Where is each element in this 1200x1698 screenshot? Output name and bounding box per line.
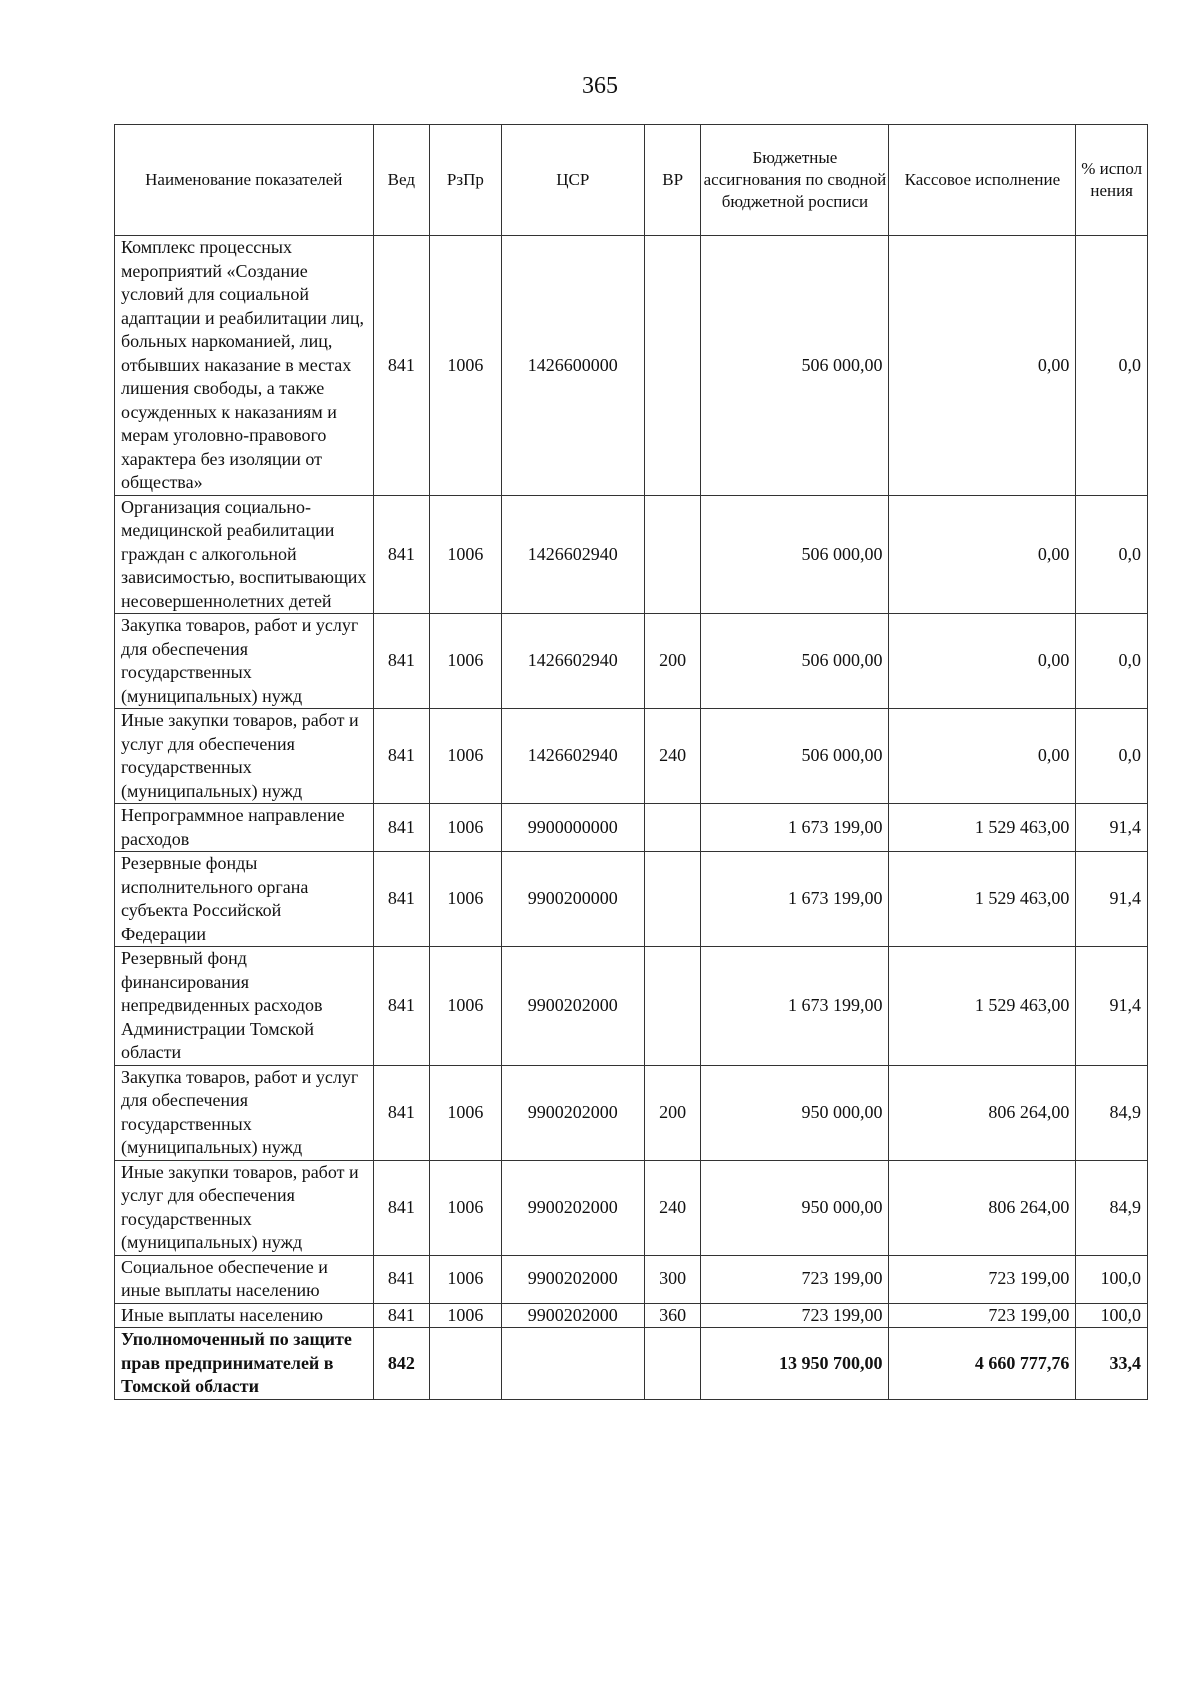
- cell-cash: 1 529 463,00: [889, 852, 1076, 947]
- header-pct: % испол нения: [1076, 125, 1148, 236]
- cell-ved: 841: [373, 1160, 430, 1255]
- cell-budget: 950 000,00: [701, 1065, 889, 1160]
- cell-rzpr: 1006: [430, 1065, 502, 1160]
- cell-ved: 841: [373, 236, 430, 496]
- cell-cash: 806 264,00: [889, 1160, 1076, 1255]
- cell-vr: [644, 495, 701, 614]
- cell-rzpr: 1006: [430, 804, 502, 852]
- cell-ved: 841: [373, 495, 430, 614]
- cell-csr: 9900202000: [501, 1255, 644, 1303]
- cell-pct: 0,0: [1076, 495, 1148, 614]
- cell-budget: 723 199,00: [701, 1303, 889, 1328]
- cell-cash: 0,00: [889, 495, 1076, 614]
- cell-name: Резервные фонды исполнительного органа субъекта Российской Федерации: [115, 852, 374, 947]
- cell-pct: 91,4: [1076, 947, 1148, 1066]
- cell-ved: 841: [373, 614, 430, 709]
- budget-execution-table: [114, 124, 1148, 1400]
- page-number: 365: [582, 73, 618, 99]
- cell-ved: 842: [373, 1328, 430, 1400]
- cell-name: Комплекс процессных мероприятий «Создание условий для социальной адаптации и реабилитации лиц, больных наркоманией, лиц, отбывших наказание в местах лишения свободы, а также осужденных к наказаниям и мерам уголовно-правового характера без изоляции от общества»: [115, 236, 374, 496]
- table-row: [115, 852, 1148, 947]
- cell-ved: 841: [373, 947, 430, 1066]
- cell-vr: [644, 1328, 701, 1400]
- table-row: [115, 236, 1148, 496]
- cell-rzpr: 1006: [430, 1255, 502, 1303]
- table-row: [115, 1160, 1148, 1255]
- header-budget: Бюджетные ассигнования по сводной бюджетной росписи: [701, 125, 889, 236]
- cell-csr: 9900200000: [501, 852, 644, 947]
- cell-budget: 950 000,00: [701, 1160, 889, 1255]
- cell-pct: 0,0: [1076, 709, 1148, 804]
- cell-csr: 1426602940: [501, 709, 644, 804]
- cell-vr: 200: [644, 1065, 701, 1160]
- cell-cash: 1 529 463,00: [889, 804, 1076, 852]
- cell-vr: 200: [644, 614, 701, 709]
- cell-vr: 300: [644, 1255, 701, 1303]
- cell-budget: 13 950 700,00: [701, 1328, 889, 1400]
- cell-pct: 0,0: [1076, 236, 1148, 496]
- cell-ved: 841: [373, 709, 430, 804]
- cell-pct: 0,0: [1076, 614, 1148, 709]
- cell-ved: 841: [373, 804, 430, 852]
- cell-csr: [501, 1328, 644, 1400]
- table-header: [115, 125, 1148, 236]
- cell-rzpr: 1006: [430, 1303, 502, 1328]
- header-ved: Вед: [373, 125, 430, 236]
- cell-csr: 9900000000: [501, 804, 644, 852]
- cell-name: Иные закупки товаров, работ и услуг для обеспечения государственных (муниципальных) нужд: [115, 1160, 374, 1255]
- cell-vr: [644, 852, 701, 947]
- cell-csr: 9900202000: [501, 1303, 644, 1328]
- cell-name: Иные выплаты населению: [115, 1303, 374, 1328]
- table-body: [115, 236, 1148, 1400]
- cell-pct: 84,9: [1076, 1065, 1148, 1160]
- cell-rzpr: 1006: [430, 709, 502, 804]
- cell-name: Уполномоченный по защите прав предпринимателей в Томской области: [115, 1328, 374, 1400]
- header-vr: ВР: [644, 125, 701, 236]
- cell-rzpr: 1006: [430, 947, 502, 1066]
- cell-budget: 506 000,00: [701, 495, 889, 614]
- cell-csr: 1426602940: [501, 495, 644, 614]
- cell-ved: 841: [373, 1065, 430, 1160]
- cell-name: Организация социально-медицинской реабилитации граждан с алкогольной зависимостью, воспитывающих несовершеннолетних детей: [115, 495, 374, 614]
- cell-cash: 1 529 463,00: [889, 947, 1076, 1066]
- header-row: [115, 125, 1148, 236]
- cell-cash: 0,00: [889, 614, 1076, 709]
- cell-rzpr: 1006: [430, 1160, 502, 1255]
- table-row: [115, 614, 1148, 709]
- cell-csr: 1426600000: [501, 236, 644, 496]
- cell-ved: 841: [373, 1303, 430, 1328]
- cell-rzpr: [430, 1328, 502, 1400]
- cell-pct: 91,4: [1076, 804, 1148, 852]
- cell-csr: 9900202000: [501, 1160, 644, 1255]
- cell-budget: 723 199,00: [701, 1255, 889, 1303]
- cell-vr: [644, 804, 701, 852]
- cell-pct: 84,9: [1076, 1160, 1148, 1255]
- table-row: [115, 1255, 1148, 1303]
- cell-rzpr: 1006: [430, 236, 502, 496]
- cell-rzpr: 1006: [430, 852, 502, 947]
- header-name: Наименование показателей: [115, 125, 374, 236]
- cell-pct: 33,4: [1076, 1328, 1148, 1400]
- cell-budget: 506 000,00: [701, 614, 889, 709]
- cell-budget: 1 673 199,00: [701, 852, 889, 947]
- cell-pct: 100,0: [1076, 1303, 1148, 1328]
- cell-pct: 100,0: [1076, 1255, 1148, 1303]
- table-row: [115, 1065, 1148, 1160]
- cell-cash: 4 660 777,76: [889, 1328, 1076, 1400]
- cell-name: Резервный фонд финансирования непредвиденных расходов Администрации Томской области: [115, 947, 374, 1066]
- cell-vr: 240: [644, 1160, 701, 1255]
- cell-csr: 9900202000: [501, 947, 644, 1066]
- header-cash: Кассовое исполнение: [889, 125, 1076, 236]
- cell-cash: 723 199,00: [889, 1255, 1076, 1303]
- table-row: [115, 1303, 1148, 1328]
- cell-rzpr: 1006: [430, 614, 502, 709]
- cell-name: Социальное обеспечение и иные выплаты населению: [115, 1255, 374, 1303]
- cell-vr: 240: [644, 709, 701, 804]
- cell-csr: 9900202000: [501, 1065, 644, 1160]
- cell-cash: 0,00: [889, 236, 1076, 496]
- cell-ved: 841: [373, 852, 430, 947]
- cell-budget: 1 673 199,00: [701, 804, 889, 852]
- table-row: [115, 709, 1148, 804]
- cell-name: Закупка товаров, работ и услуг для обеспечения государственных (муниципальных) нужд: [115, 614, 374, 709]
- cell-cash: 806 264,00: [889, 1065, 1076, 1160]
- cell-vr: [644, 236, 701, 496]
- cell-name: Иные закупки товаров, работ и услуг для обеспечения государственных (муниципальных) нужд: [115, 709, 374, 804]
- cell-vr: 360: [644, 1303, 701, 1328]
- cell-csr: 1426602940: [501, 614, 644, 709]
- table-row: [115, 495, 1148, 614]
- table-row: [115, 804, 1148, 852]
- header-rzpr: РзПр: [430, 125, 502, 236]
- cell-name: Непрограммное направление расходов: [115, 804, 374, 852]
- table-row: [115, 1328, 1148, 1400]
- header-csr: ЦСР: [501, 125, 644, 236]
- cell-budget: 506 000,00: [701, 236, 889, 496]
- cell-vr: [644, 947, 701, 1066]
- cell-pct: 91,4: [1076, 852, 1148, 947]
- table-row: [115, 947, 1148, 1066]
- cell-budget: 506 000,00: [701, 709, 889, 804]
- cell-cash: 0,00: [889, 709, 1076, 804]
- cell-cash: 723 199,00: [889, 1303, 1076, 1328]
- cell-rzpr: 1006: [430, 495, 502, 614]
- cell-name: Закупка товаров, работ и услуг для обеспечения государственных (муниципальных) нужд: [115, 1065, 374, 1160]
- cell-budget: 1 673 199,00: [701, 947, 889, 1066]
- cell-ved: 841: [373, 1255, 430, 1303]
